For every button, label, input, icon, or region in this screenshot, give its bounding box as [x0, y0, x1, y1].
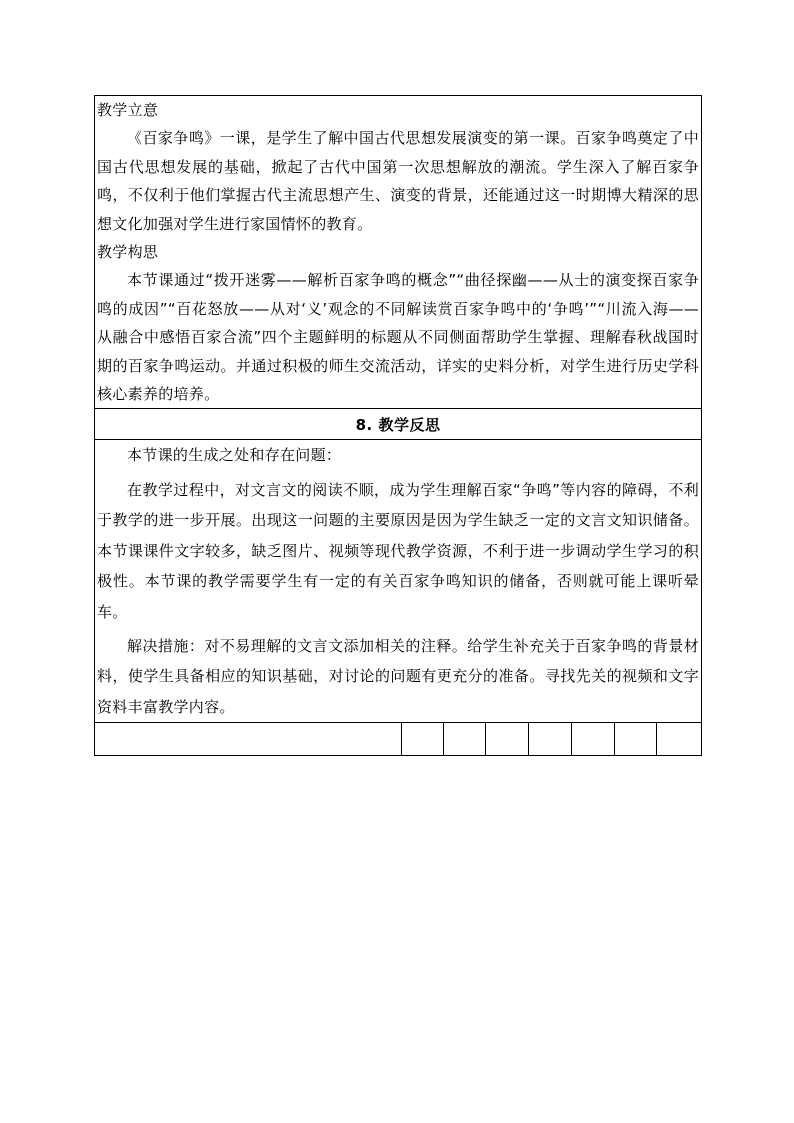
lesson-plan-table — [94, 95, 702, 756]
empty-footer-cell-3 — [444, 723, 486, 756]
reflection-cell — [95, 440, 702, 723]
empty-footer-cell-4 — [486, 723, 529, 756]
reflection-content — [95, 440, 701, 722]
reflection-intro: 本节课的生成之处和存在问题： — [127, 446, 342, 465]
empty-footer-cell-2 — [402, 723, 444, 756]
empty-footer-cell-8 — [657, 723, 702, 756]
empty-footer-cell-6 — [572, 723, 615, 756]
intent-and-concept-cell — [95, 96, 702, 409]
reflection-row — [95, 440, 702, 723]
reflection-problem-paragraph: 在教学过程中，对文言文的阅读不顺，成为学生理解百家“争鸣”等内容的障碍，不利于教学的进一步开展。出现这一问题的主要原因是因为学生缺乏一定的文言文知识储备。本节课课件文字较多，缺乏图片、视频等现代教学资源，不利于进一步调动学生学习的积极性。本节课的教学需要学生有一定的有关百家争鸣知识的储备，否则就可能上课听晕车。 — [97, 480, 700, 621]
reflection-heading-row — [95, 409, 702, 440]
concept-paragraph: 本节课通过“拨开迷雾——解析百家争鸣的概念”“曲径探幽——从士的演变探百家争鸣的成因”“百花怒放——从对‘义’观念的不同解读赏百家争鸣中的‘争鸣’”“川流入海——从融合中感悟百家合流”四个主题鲜明的标题从不同侧面帮助学生掌握、理解春秋战国时期的百家争鸣运动。并通过积极的师生交流活动，详实的史料分析，对学生进行历史学科核心素养的培养。 — [97, 271, 700, 404]
empty-footer-cell-7 — [615, 723, 657, 756]
intent-and-concept-row — [95, 96, 702, 409]
intent-and-concept-content — [95, 96, 701, 408]
reflection-heading: 8. 教学反思 — [355, 415, 441, 434]
empty-footer-cell-5 — [529, 723, 572, 756]
reflection-solution-paragraph: 解决措施：对不易理解的文言文添加相关的注释。给学生补充关于百家争鸣的背景材料，使学生具备相应的知识基础，对讨论的问题有更充分的准备。寻找先关的视频和文字资料丰富教学内容。 — [97, 636, 700, 716]
intent-label: 教学立意 — [97, 101, 159, 119]
empty-footer-row — [95, 723, 702, 756]
reflection-heading-cell — [95, 409, 702, 440]
empty-footer-cell-1 — [95, 723, 402, 756]
intent-paragraph: 《百家争鸣》一课，是学生了解中国古代思想发展演变的第一课。百家争鸣奠定了中国古代思想发展的基础，掀起了古代中国第一次思想解放的潮流。学生深入了解百家争鸣，不仅利于他们掌握古代主流思想产生、演变的背景，还能通过这一时期博大精深的思想文化加强对学生进行家国情怀的教育。 — [97, 129, 700, 233]
concept-label: 教学构思 — [97, 243, 159, 262]
